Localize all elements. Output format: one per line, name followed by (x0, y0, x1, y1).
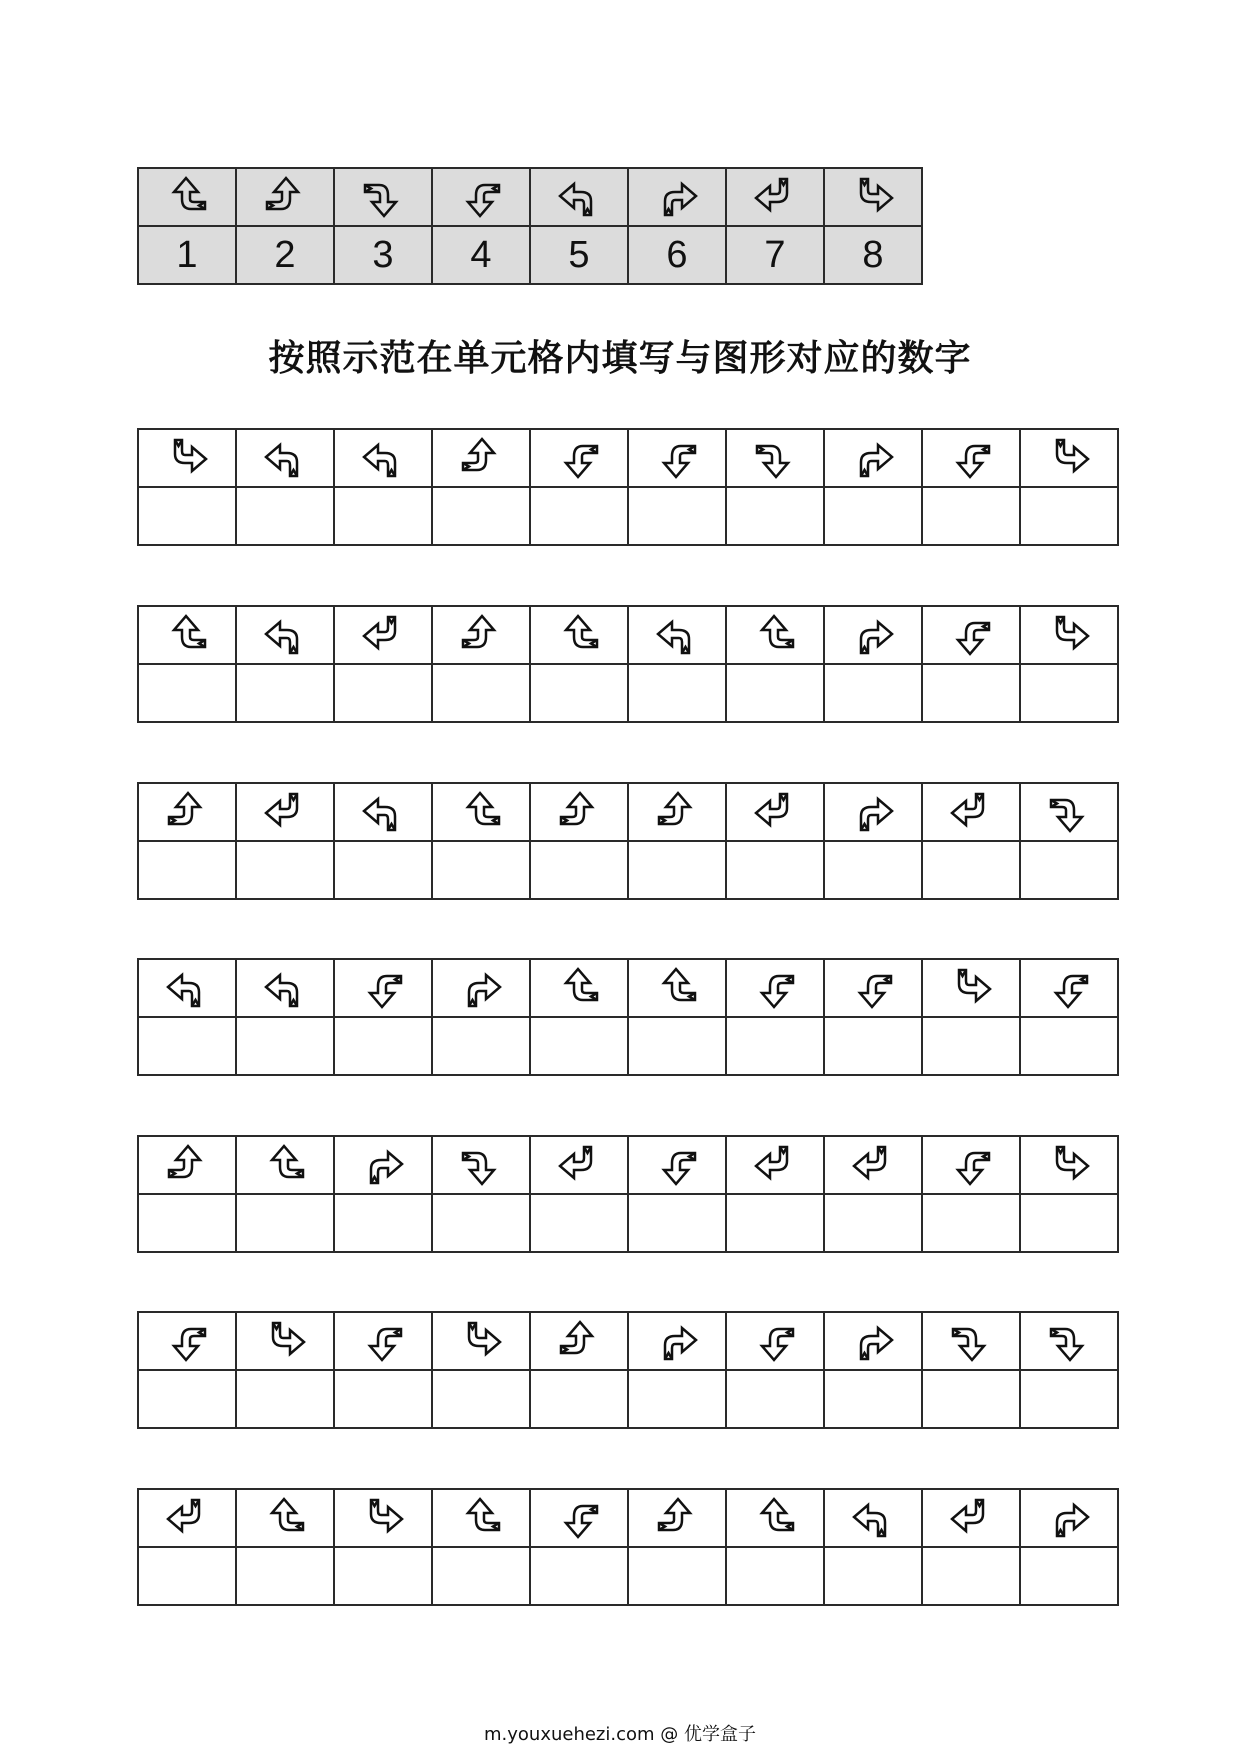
answer-cell[interactable] (1020, 1194, 1118, 1252)
arrow-icon-7 (946, 1493, 996, 1543)
key-number-cell: 1 (138, 226, 236, 284)
exercise-icon-cell (922, 1136, 1020, 1194)
exercise-icon-cell (628, 606, 726, 664)
answer-cell[interactable] (922, 1017, 1020, 1075)
key-number-cell: 7 (726, 226, 824, 284)
answer-cell[interactable] (138, 487, 236, 545)
key-table (137, 167, 923, 285)
exercise-icon-cell (236, 959, 334, 1017)
arrow-icon-4 (848, 963, 898, 1013)
answer-cell[interactable] (824, 1194, 922, 1252)
exercise-icon-cell (530, 1136, 628, 1194)
exercise-icon-cell (236, 429, 334, 487)
arrow-icon-4 (456, 172, 506, 222)
key-icon-row (138, 168, 922, 226)
exercise-icon-cell (432, 1312, 530, 1370)
exercise-icon-cell (1020, 429, 1118, 487)
arrow-icon-1 (750, 610, 800, 660)
arrow-icon-4 (1044, 963, 1094, 1013)
arrow-icon-6 (848, 433, 898, 483)
arrow-icon-8 (1044, 610, 1094, 660)
answer-cell[interactable] (1020, 841, 1118, 899)
arrow-icon-5 (358, 787, 408, 837)
arrow-icon-5 (554, 172, 604, 222)
arrow-icon-1 (162, 610, 212, 660)
arrow-icon-8 (456, 1316, 506, 1366)
arrow-icon-1 (652, 963, 702, 1013)
exercise-icon-cell (726, 1489, 824, 1547)
answer-cell[interactable] (432, 1194, 530, 1252)
arrow-icon-7 (750, 1140, 800, 1190)
arrow-icon-6 (848, 610, 898, 660)
arrow-icon-5 (260, 963, 310, 1013)
answer-cell[interactable] (432, 1547, 530, 1605)
arrow-icon-7 (358, 610, 408, 660)
exercise-icon-cell (138, 429, 236, 487)
arrow-icon-1 (456, 787, 506, 837)
exercise-icon-cell (726, 1312, 824, 1370)
exercise-icon-row (138, 1136, 1118, 1194)
key-number-cell: 5 (530, 226, 628, 284)
answer-cell[interactable] (824, 664, 922, 722)
answer-cell[interactable] (726, 1547, 824, 1605)
arrow-icon-7 (162, 1493, 212, 1543)
answer-cell[interactable] (726, 664, 824, 722)
answer-cell[interactable] (138, 1370, 236, 1428)
key-icon-cell (824, 168, 922, 226)
answer-cell[interactable] (1020, 664, 1118, 722)
exercise-icon-row (138, 959, 1118, 1017)
answer-cell[interactable] (334, 1017, 432, 1075)
answer-cell[interactable] (726, 1370, 824, 1428)
arrow-icon-3 (456, 1140, 506, 1190)
answer-cell[interactable] (628, 1017, 726, 1075)
exercise-icon-cell (530, 783, 628, 841)
answer-cell[interactable] (432, 1370, 530, 1428)
arrow-icon-8 (848, 172, 898, 222)
answer-cell[interactable] (236, 1547, 334, 1605)
exercise-icon-cell (824, 606, 922, 664)
exercise-icon-row (138, 1489, 1118, 1547)
arrow-icon-1 (260, 1140, 310, 1190)
answer-cell[interactable] (138, 841, 236, 899)
answer-cell[interactable] (138, 664, 236, 722)
answer-cell[interactable] (138, 1547, 236, 1605)
exercise-answer-row (138, 487, 1118, 545)
exercise-icon-cell (530, 1312, 628, 1370)
exercise-icon-cell (1020, 606, 1118, 664)
exercise-icon-cell (824, 1489, 922, 1547)
exercise-icon-cell (726, 429, 824, 487)
arrow-icon-5 (260, 610, 310, 660)
arrow-icon-3 (946, 1316, 996, 1366)
exercise-icon-cell (628, 959, 726, 1017)
exercise-table (137, 1311, 1119, 1429)
key-icon-cell (334, 168, 432, 226)
exercise-icon-cell (824, 1136, 922, 1194)
exercise-icon-cell (236, 1312, 334, 1370)
answer-cell[interactable] (530, 1194, 628, 1252)
answer-cell[interactable] (530, 1017, 628, 1075)
exercise-icon-row (138, 606, 1118, 664)
arrow-icon-4 (750, 1316, 800, 1366)
arrow-icon-2 (652, 787, 702, 837)
exercise-icon-cell (236, 606, 334, 664)
arrow-icon-2 (456, 433, 506, 483)
answer-cell[interactable] (1020, 1547, 1118, 1605)
exercise-icon-row (138, 429, 1118, 487)
answer-cell[interactable] (432, 487, 530, 545)
exercise-icon-cell (236, 1136, 334, 1194)
exercise-icon-cell (138, 783, 236, 841)
exercise-icon-cell (334, 429, 432, 487)
exercise-icon-cell (138, 959, 236, 1017)
arrow-icon-5 (848, 1493, 898, 1543)
exercise-icon-cell (628, 429, 726, 487)
exercise-icon-cell (334, 783, 432, 841)
answer-cell[interactable] (530, 664, 628, 722)
answer-cell[interactable] (824, 1547, 922, 1605)
arrow-icon-6 (358, 1140, 408, 1190)
arrow-icon-4 (652, 1140, 702, 1190)
answer-cell[interactable] (236, 1194, 334, 1252)
answer-cell[interactable] (138, 1194, 236, 1252)
answer-cell[interactable] (1020, 1370, 1118, 1428)
exercise-icon-cell (824, 429, 922, 487)
exercise-icon-cell (628, 783, 726, 841)
exercise-icon-cell (432, 1136, 530, 1194)
arrow-icon-5 (358, 433, 408, 483)
arrow-icon-3 (1044, 787, 1094, 837)
arrow-icon-5 (260, 433, 310, 483)
exercise-icon-cell (432, 959, 530, 1017)
exercise-icon-cell (334, 1312, 432, 1370)
arrow-icon-5 (162, 963, 212, 1013)
answer-cell[interactable] (1020, 487, 1118, 545)
exercise-icon-cell (334, 1489, 432, 1547)
answer-cell[interactable] (236, 487, 334, 545)
arrow-icon-8 (946, 963, 996, 1013)
exercise-table (137, 958, 1119, 1076)
key-number-cell: 8 (824, 226, 922, 284)
exercise-icon-row (138, 783, 1118, 841)
exercise-icon-cell (334, 606, 432, 664)
key-number-cell: 2 (236, 226, 334, 284)
answer-cell[interactable] (628, 1370, 726, 1428)
exercise-icon-cell (138, 1489, 236, 1547)
exercise-table (137, 428, 1119, 546)
answer-cell[interactable] (334, 664, 432, 722)
arrow-icon-1 (554, 610, 604, 660)
arrow-icon-6 (652, 1316, 702, 1366)
arrow-icon-1 (750, 1493, 800, 1543)
exercise-table (137, 782, 1119, 900)
arrow-icon-8 (358, 1493, 408, 1543)
arrow-icon-1 (260, 1493, 310, 1543)
answer-cell[interactable] (628, 664, 726, 722)
arrow-icon-4 (946, 1140, 996, 1190)
arrow-icon-4 (554, 433, 604, 483)
answer-cell[interactable] (334, 487, 432, 545)
answer-cell[interactable] (824, 487, 922, 545)
exercise-answer-row (138, 1370, 1118, 1428)
exercise-icon-cell (726, 959, 824, 1017)
answer-cell[interactable] (236, 1017, 334, 1075)
answer-cell[interactable] (922, 1194, 1020, 1252)
arrow-icon-1 (162, 172, 212, 222)
answer-cell[interactable] (530, 487, 628, 545)
exercise-icon-cell (1020, 1136, 1118, 1194)
exercise-icon-cell (726, 783, 824, 841)
answer-cell[interactable] (824, 1017, 922, 1075)
key-icon-cell (628, 168, 726, 226)
exercise-icon-cell (138, 606, 236, 664)
arrow-icon-6 (1044, 1493, 1094, 1543)
answer-cell[interactable] (530, 1547, 628, 1605)
arrow-icon-2 (554, 787, 604, 837)
answer-cell[interactable] (628, 1547, 726, 1605)
answer-cell[interactable] (726, 841, 824, 899)
exercise-answer-row (138, 1547, 1118, 1605)
exercise-icon-cell (530, 429, 628, 487)
answer-cell[interactable] (726, 487, 824, 545)
key-icon-cell (432, 168, 530, 226)
exercise-icon-cell (922, 1489, 1020, 1547)
instruction-title: 按照示范在单元格内填写与图形对应的数字 (268, 338, 972, 379)
key-number-cell: 3 (334, 226, 432, 284)
arrow-icon-4 (946, 433, 996, 483)
arrow-icon-2 (652, 1493, 702, 1543)
exercise-icon-cell (236, 1489, 334, 1547)
answer-cell[interactable] (824, 841, 922, 899)
exercise-icon-cell (530, 959, 628, 1017)
answer-cell[interactable] (922, 1370, 1020, 1428)
arrow-icon-3 (1044, 1316, 1094, 1366)
arrow-icon-7 (750, 172, 800, 222)
exercise-icon-cell (334, 1136, 432, 1194)
answer-cell[interactable] (530, 1370, 628, 1428)
arrow-icon-4 (750, 963, 800, 1013)
exercise-answer-row (138, 841, 1118, 899)
answer-cell[interactable] (628, 487, 726, 545)
key-icon-cell (530, 168, 628, 226)
exercise-icon-cell (1020, 1489, 1118, 1547)
answer-cell[interactable] (432, 664, 530, 722)
exercise-icon-cell (1020, 959, 1118, 1017)
key-number-row (138, 226, 922, 284)
answer-cell[interactable] (1020, 1017, 1118, 1075)
key-number-cell: 4 (432, 226, 530, 284)
arrow-icon-1 (456, 1493, 506, 1543)
arrow-icon-2 (456, 610, 506, 660)
exercise-table (137, 1488, 1119, 1606)
arrow-icon-3 (358, 172, 408, 222)
exercise-icon-cell (628, 1489, 726, 1547)
arrow-icon-6 (456, 963, 506, 1013)
answer-cell[interactable] (138, 1017, 236, 1075)
exercise-icon-cell (824, 783, 922, 841)
arrow-icon-2 (260, 172, 310, 222)
arrow-icon-8 (1044, 1140, 1094, 1190)
answer-cell[interactable] (922, 841, 1020, 899)
arrow-icon-4 (162, 1316, 212, 1366)
exercise-icon-cell (922, 1312, 1020, 1370)
arrow-icon-4 (554, 1493, 604, 1543)
answer-cell[interactable] (334, 1194, 432, 1252)
exercise-answer-row (138, 664, 1118, 722)
exercise-icon-cell (1020, 783, 1118, 841)
answer-cell[interactable] (334, 1547, 432, 1605)
arrow-icon-2 (162, 1140, 212, 1190)
answer-cell[interactable] (628, 1194, 726, 1252)
exercise-icon-cell (530, 1489, 628, 1547)
exercise-icon-cell (138, 1312, 236, 1370)
exercise-icon-cell (432, 783, 530, 841)
answer-cell[interactable] (334, 841, 432, 899)
arrow-icon-6 (848, 1316, 898, 1366)
exercise-icon-row (138, 1312, 1118, 1370)
answer-cell[interactable] (628, 841, 726, 899)
arrow-icon-7 (750, 787, 800, 837)
arrow-icon-4 (358, 1316, 408, 1366)
arrow-icon-5 (652, 610, 702, 660)
answer-cell[interactable] (236, 1370, 334, 1428)
exercise-icon-cell (726, 606, 824, 664)
answer-cell[interactable] (432, 841, 530, 899)
arrow-icon-8 (260, 1316, 310, 1366)
answer-cell[interactable] (726, 1194, 824, 1252)
arrow-icon-7 (946, 787, 996, 837)
answer-cell[interactable] (432, 1017, 530, 1075)
arrow-icon-3 (750, 433, 800, 483)
exercise-answer-row (138, 1194, 1118, 1252)
answer-cell[interactable] (236, 841, 334, 899)
answer-cell[interactable] (922, 664, 1020, 722)
exercise-icon-cell (1020, 1312, 1118, 1370)
exercise-icon-cell (236, 783, 334, 841)
exercise-icon-cell (530, 606, 628, 664)
exercise-icon-cell (334, 959, 432, 1017)
arrow-icon-2 (554, 1316, 604, 1366)
exercise-table (137, 1135, 1119, 1253)
exercise-icon-cell (922, 429, 1020, 487)
arrow-icon-8 (162, 433, 212, 483)
exercise-icon-cell (824, 959, 922, 1017)
key-icon-cell (726, 168, 824, 226)
arrow-icon-4 (652, 433, 702, 483)
answer-cell[interactable] (922, 487, 1020, 545)
exercise-icon-cell (138, 1136, 236, 1194)
arrow-icon-8 (1044, 433, 1094, 483)
exercise-icon-cell (922, 783, 1020, 841)
exercise-icon-cell (432, 1489, 530, 1547)
answer-cell[interactable] (530, 841, 628, 899)
arrow-icon-7 (848, 1140, 898, 1190)
answer-cell[interactable] (236, 664, 334, 722)
exercise-icon-cell (922, 959, 1020, 1017)
exercise-table (137, 605, 1119, 723)
arrow-icon-4 (946, 610, 996, 660)
exercise-icon-cell (432, 606, 530, 664)
exercise-icon-cell (432, 429, 530, 487)
arrow-icon-7 (554, 1140, 604, 1190)
exercise-icon-cell (628, 1312, 726, 1370)
arrow-icon-2 (162, 787, 212, 837)
answer-cell[interactable] (726, 1017, 824, 1075)
arrow-icon-4 (358, 963, 408, 1013)
exercise-icon-cell (824, 1312, 922, 1370)
key-icon-cell (138, 168, 236, 226)
arrow-icon-7 (260, 787, 310, 837)
arrow-icon-6 (652, 172, 702, 222)
answer-cell[interactable] (824, 1370, 922, 1428)
exercise-icon-cell (922, 606, 1020, 664)
key-icon-cell (236, 168, 334, 226)
answer-cell[interactable] (334, 1370, 432, 1428)
answer-cell[interactable] (922, 1547, 1020, 1605)
arrow-icon-1 (554, 963, 604, 1013)
arrow-icon-6 (848, 787, 898, 837)
exercise-answer-row (138, 1017, 1118, 1075)
exercise-icon-cell (628, 1136, 726, 1194)
footer-watermark: m.youxuehezi.com @ 优学盒子 (483, 1724, 756, 1745)
exercise-icon-cell (726, 1136, 824, 1194)
key-number-cell: 6 (628, 226, 726, 284)
